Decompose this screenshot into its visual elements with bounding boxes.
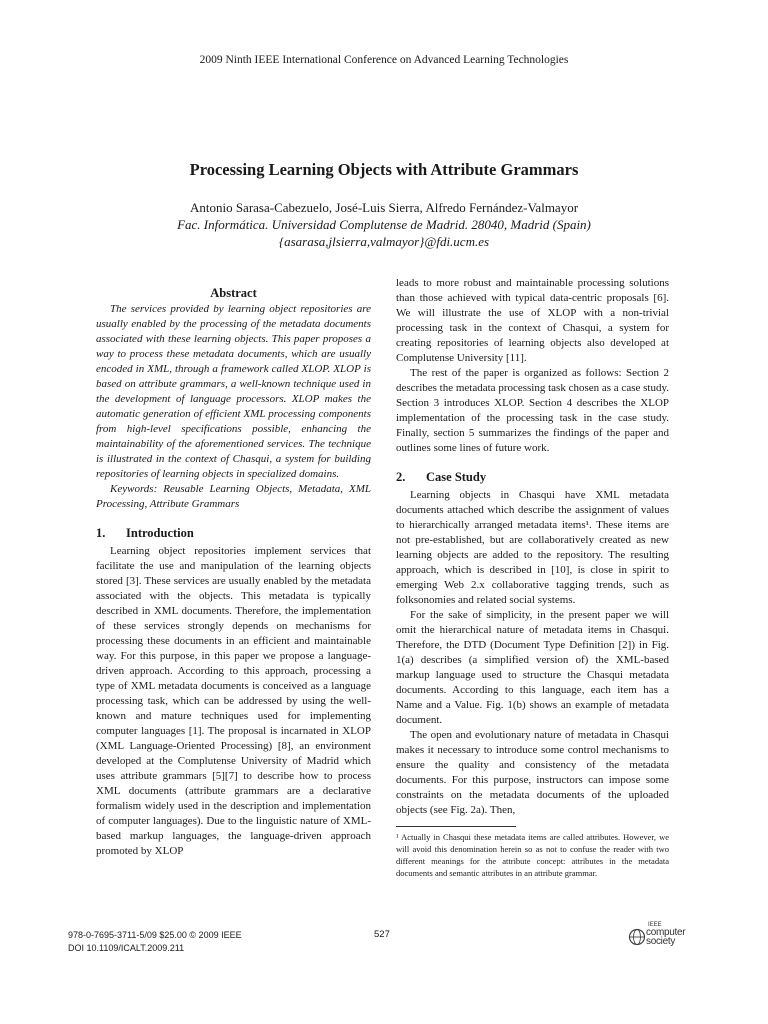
logo-text bbox=[646, 928, 685, 946]
intro-continued-paragraph: leads to more robust and maintainable processing solutions than those achieved with typical data-centric proposals [6]. We will illustrate the use of XLOP with a non-trivial processing task in the context of Chasqui, a system for creating repositories of learning objects also developed at Complutense University [11]. bbox=[396, 277, 669, 364]
case-study-paragraph-1: Learning objects in Chasqui have XML metadata documents attached which describe the assignment of values to hierarchically arranged metadata items¹. These items are not pre-established, but are collaboratively created as new learning objects are added to the repository. The resulting approach, which is described in [10], is close in spirit to emerging Web 2.x collaborative tagging trends, such as folksonomies and related social systems. bbox=[396, 489, 669, 606]
logo-line-1: computer bbox=[646, 927, 686, 938]
logo-ieee-text: IEEE bbox=[648, 922, 662, 928]
paper-organization-paragraph: The rest of the paper is organized as follows: Section 2 describes the metadata processing task chosen as a case study. Section 3 introduces XLOP. Section 4 describes the XLOP implementation of the processing task in the case study. Finally, section 5 summarizes the findings of the paper and outlines some lines of future work. bbox=[396, 367, 669, 454]
author-block bbox=[0, 199, 768, 250]
paper-title: Processing Learning Objects with Attribute Grammars bbox=[189, 160, 579, 179]
footer-doi: DOI 10.1109/ICALT.2009.211 bbox=[68, 943, 185, 953]
section-number: 1. bbox=[96, 526, 106, 540]
logo-line-2: society bbox=[646, 936, 676, 947]
footer-copyright bbox=[68, 929, 242, 955]
footnote: ¹ Actually in Chasqui these metadata items are called attributes. However, we will avoid this denomination herein so as not to confuse the reader with two different meanings for the attribute concept: attributes in the metadata documents and semantic attributes in an attribute grammar. bbox=[396, 832, 669, 878]
section-title: Introduction bbox=[126, 526, 194, 540]
left-column bbox=[96, 286, 371, 859]
footer-isbn: 978-0-7695-3711-5/09 $25.00 © 2009 IEEE bbox=[68, 930, 242, 940]
keywords: Keywords: Reusable Learning Objects, Metadata, XML Processing, Attribute Grammars bbox=[96, 483, 371, 510]
case-study-paragraph-2: For the sake of simplicity, in the present paper we will omit the hierarchical nature of metadata items in Chasqui. Therefore, the DTD (Document Type Definition [2]) in Fig. 1(a) describes (a simplified version of) the XML-based markup language used to structure the Chasqui metadata documents. According to this language, each item has a Name and a Value. Fig. 1(b) shows an example of metadata document. bbox=[396, 609, 669, 726]
conference-header: 2009 Ninth IEEE International Conference on Advanced Learning Technologies bbox=[199, 54, 569, 66]
section-number: 2. bbox=[396, 470, 406, 484]
author-affiliation: Fac. Informática. Universidad Complutense de Madrid. 28040, Madrid (Spain) bbox=[177, 217, 591, 232]
section-title: Case Study bbox=[426, 470, 487, 484]
introduction-text: Learning object repositories implement services that facilitate the use and manipulation of the learning objects stored [3]. These services are usually enabled by the metadata associated with the objects. This metadata is typically described in XML documents. Therefore, the implementation of these services strongly depends on mechanisms for processing these documents in an efficient and maintainable way. For this purpose, in this paper we propose a language-driven approach. According to this approach, processing a type of XML metadata documents is conceived as a language processing task, which can be addressed by using the well-known and mature techniques used for implementing computer languages [1]. The proposal is incarnated in XLOP (XML Language-Oriented Processing) [8], an environment developed at the Complutense University of Madrid which uses attribute grammars [5][7] to describe how to process XML documents (attribute grammars are a declarative formalism widely used in the description and implementation of computer languages). Due to the linguistic nature of XML-based markup languages, the language-driven approach promoted by XLOP bbox=[96, 545, 371, 857]
author-email: {asarasa,jlsierra,valmayor}@fdi.ucm.es bbox=[278, 234, 490, 249]
author-names: Antonio Sarasa-Cabezuelo, José-Luis Sierra, Alfredo Fernández-Valmayor bbox=[189, 200, 579, 215]
globe-icon bbox=[628, 928, 646, 946]
right-column bbox=[396, 276, 669, 879]
abstract-text: The services provided by learning object repositories are usually enabled by the processing of the metadata documents associated with these learning objects. This paper proposes a way to process these metadata documents, which are usually encoded in XML, through a framework called XLOP. XLOP is based on attribute grammars, a well-known technique used in the development of language processors. XLOP makes the automatic generation of efficient XML processing components from high-level specifications possible, enhancing the maintainability of the aforementioned services. The technique is illustrated in the context of Chasqui, a system for building repositories of learning objects in specialized domains. bbox=[96, 303, 371, 480]
section-heading-case-study bbox=[396, 470, 669, 485]
case-study-paragraph-3: The open and evolutionary nature of metadata in Chasqui makes it necessary to introduce some control mechanisms to ensure the quality and consistency of the metadata documents. For this purpose, instructors can impose some constraints on the metadata documents of the uploaded objects (see Fig. 2a). Then, bbox=[396, 729, 669, 816]
abstract-heading: Abstract bbox=[210, 286, 257, 300]
footnote-divider bbox=[396, 826, 516, 827]
ieee-computer-society-logo bbox=[626, 922, 696, 952]
section-heading-introduction bbox=[96, 526, 371, 541]
page-number: 527 bbox=[374, 929, 390, 940]
